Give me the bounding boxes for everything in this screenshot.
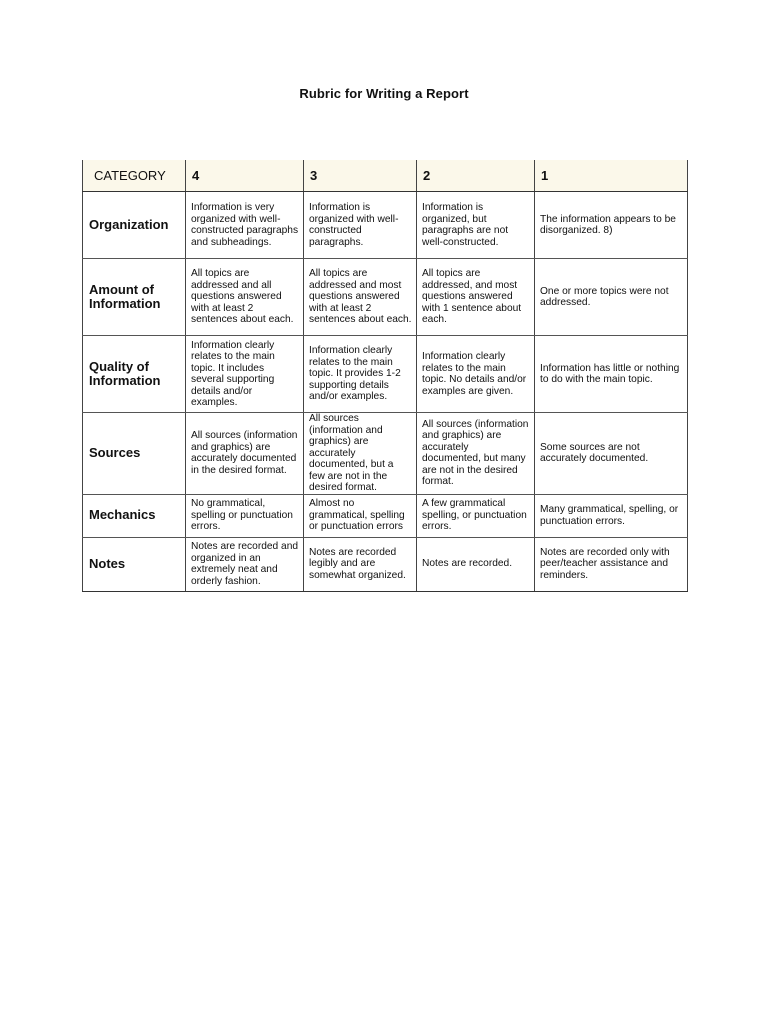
table-row bbox=[83, 494, 688, 537]
row-category: Quality of Information bbox=[83, 336, 186, 413]
table-cell: Almost no grammatical, spelling or punctuation errors bbox=[304, 494, 417, 537]
table-cell: No grammatical, spelling or punctuation errors. bbox=[186, 494, 304, 537]
table-cell: A few grammatical spelling, or punctuation errors. bbox=[417, 494, 535, 537]
table-cell: Notes are recorded legibly and are somewhat organized. bbox=[304, 537, 417, 591]
table-cell: All topics are addressed, and most questions answered with 1 sentence about each. bbox=[417, 259, 535, 336]
table-cell: Information clearly relates to the main topic. It includes several supporting details and/or examples. bbox=[186, 336, 304, 413]
header-score-1: 1 bbox=[535, 160, 688, 192]
table-cell: Notes are recorded. bbox=[417, 537, 535, 591]
table-cell: Information is organized with well-constructed paragraphs. bbox=[304, 192, 417, 259]
table-row bbox=[83, 192, 688, 259]
header-score-2: 2 bbox=[417, 160, 535, 192]
row-category: Amount of Information bbox=[83, 259, 186, 336]
table-cell: Notes are recorded and organized in an extremely neat and orderly fashion. bbox=[186, 537, 304, 591]
table-row bbox=[83, 413, 688, 495]
table-cell: All topics are addressed and most questions answered with at least 2 sentences about each. bbox=[304, 259, 417, 336]
table-cell: Information is organized, but paragraphs are not well-constructed. bbox=[417, 192, 535, 259]
document-title: Rubric for Writing a Report bbox=[299, 86, 469, 101]
table-cell: Notes are recorded only with peer/teacher assistance and reminders. bbox=[535, 537, 688, 591]
table-cell: Information has little or nothing to do with the main topic. bbox=[535, 336, 688, 413]
table-cell: The information appears to be disorganized. 8) bbox=[535, 192, 688, 259]
header-score-4: 4 bbox=[186, 160, 304, 192]
row-category: Mechanics bbox=[83, 494, 186, 537]
header-score-3: 3 bbox=[304, 160, 417, 192]
table-cell: Information clearly relates to the main topic. No details and/or examples are given. bbox=[417, 336, 535, 413]
table-cell: Many grammatical, spelling, or punctuation errors. bbox=[535, 494, 688, 537]
header-category: CATEGORY bbox=[83, 160, 186, 192]
table-cell: All topics are addressed and all questions answered with at least 2 sentences about each. bbox=[186, 259, 304, 336]
row-category: Organization bbox=[83, 192, 186, 259]
row-category: Notes bbox=[83, 537, 186, 591]
table-row bbox=[83, 259, 688, 336]
row-category: Sources bbox=[83, 413, 186, 495]
table-cell: Information is very organized with well-constructed paragraphs and subheadings. bbox=[186, 192, 304, 259]
table-cell: Some sources are not accurately documented. bbox=[535, 413, 688, 495]
table-cell: All sources (information and graphics) are accurately documented in the desired format. bbox=[186, 413, 304, 495]
header-row bbox=[83, 160, 688, 192]
table-cell: Information clearly relates to the main topic. It provides 1-2 supporting details and/or examples. bbox=[304, 336, 417, 413]
table-row bbox=[83, 537, 688, 591]
table-cell: All sources (information and graphics) are accurately documented, but a few are not in the desired format. bbox=[304, 413, 417, 495]
table-cell: All sources (information and graphics) are accurately documented, but many are not in the desired format. bbox=[417, 413, 535, 495]
table-cell: One or more topics were not addressed. bbox=[535, 259, 688, 336]
rubric-table bbox=[82, 160, 688, 592]
table-row bbox=[83, 336, 688, 413]
